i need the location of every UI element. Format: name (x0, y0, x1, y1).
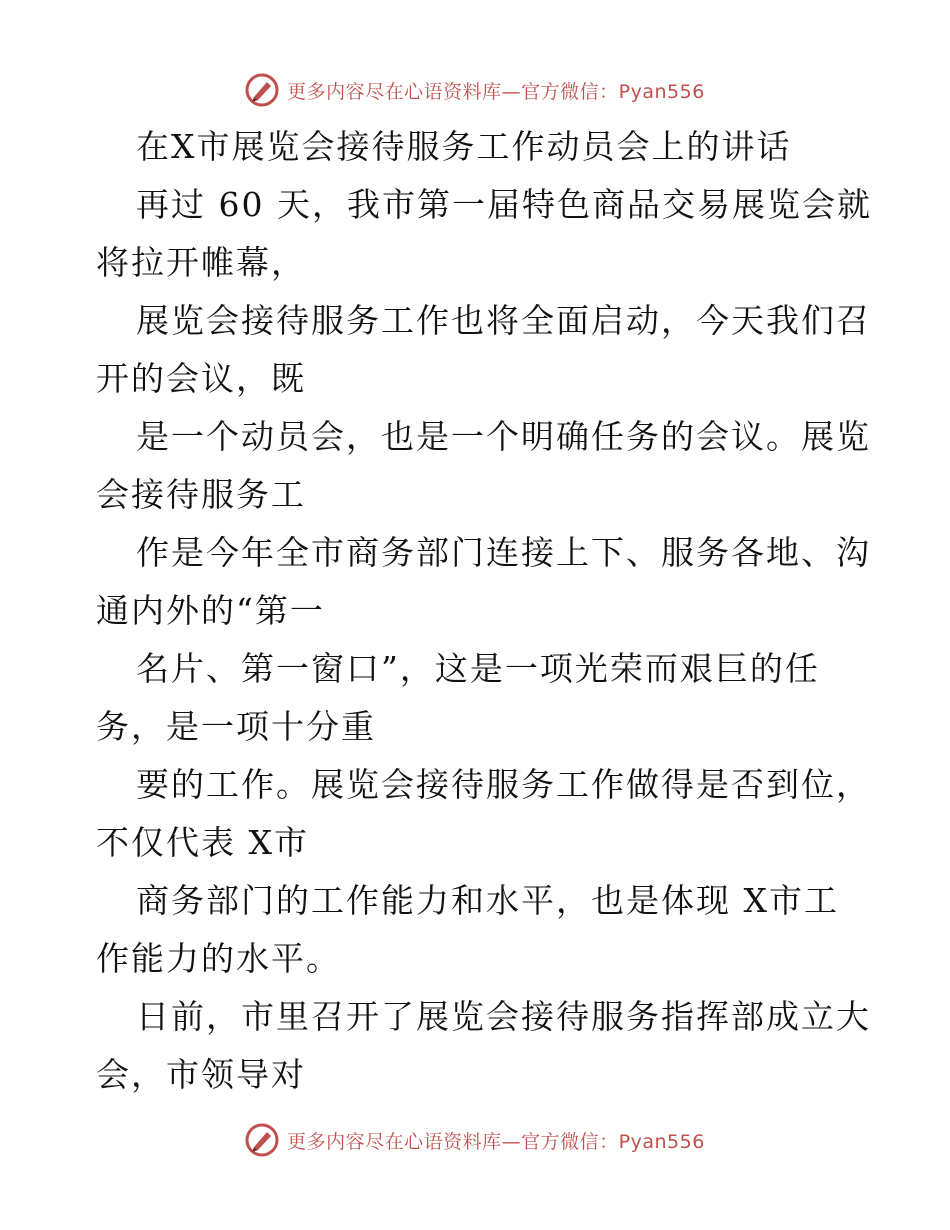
paragraph-line: 作能力的水平。 (96, 939, 341, 978)
paragraph-line: 通内外的“第一 (96, 591, 325, 630)
paragraph-line: 作是今年全市商务部门连接上下、服务各地、沟 (136, 533, 871, 572)
document-title: 在X市展览会接待服务工作动员会上的讲话 (136, 127, 792, 166)
footer-banner (0, 1120, 950, 1160)
paragraph-line: 务，是一项十分重 (96, 707, 376, 746)
header-banner (0, 70, 950, 110)
paragraph-line: 商务部门的工作能力和水平，也是体现 X市工 (136, 881, 839, 920)
paragraph-line: 是一个动员会，也是一个明确任务的会议。展览 (136, 417, 871, 456)
paragraph-line: 再过 60 天，我市第一届特色商品交易展览会就 (136, 185, 872, 224)
header-banner-text: 更多内容尽在心语资料库—官方微信：Pyan556 (287, 80, 705, 103)
pen-circle-icon (245, 73, 279, 107)
paragraph-line: 不仅代表 X市 (96, 823, 309, 862)
paragraph-line: 要的工作。展览会接待服务工作做得是否到位， (136, 765, 871, 804)
paragraph-line: 开的会议，既 (96, 359, 306, 398)
footer-banner-text: 更多内容尽在心语资料库—官方微信：Pyan556 (287, 1130, 705, 1153)
paragraph-line: 展览会接待服务工作也将全面启动，今天我们召 (136, 301, 871, 340)
paragraph-line: 将拉开帷幕， (96, 243, 306, 282)
paragraph-line: 名片、第一窗口”，这是一项光荣而艰巨的任 (136, 649, 820, 688)
paragraph-line: 日前，市里召开了展览会接待服务指挥部成立大 (136, 997, 871, 1036)
document-body (96, 118, 872, 1104)
paragraph-line: 会，市领导对 (96, 1055, 306, 1094)
pen-circle-icon (245, 1123, 279, 1157)
paragraph-line: 会接待服务工 (96, 475, 306, 514)
